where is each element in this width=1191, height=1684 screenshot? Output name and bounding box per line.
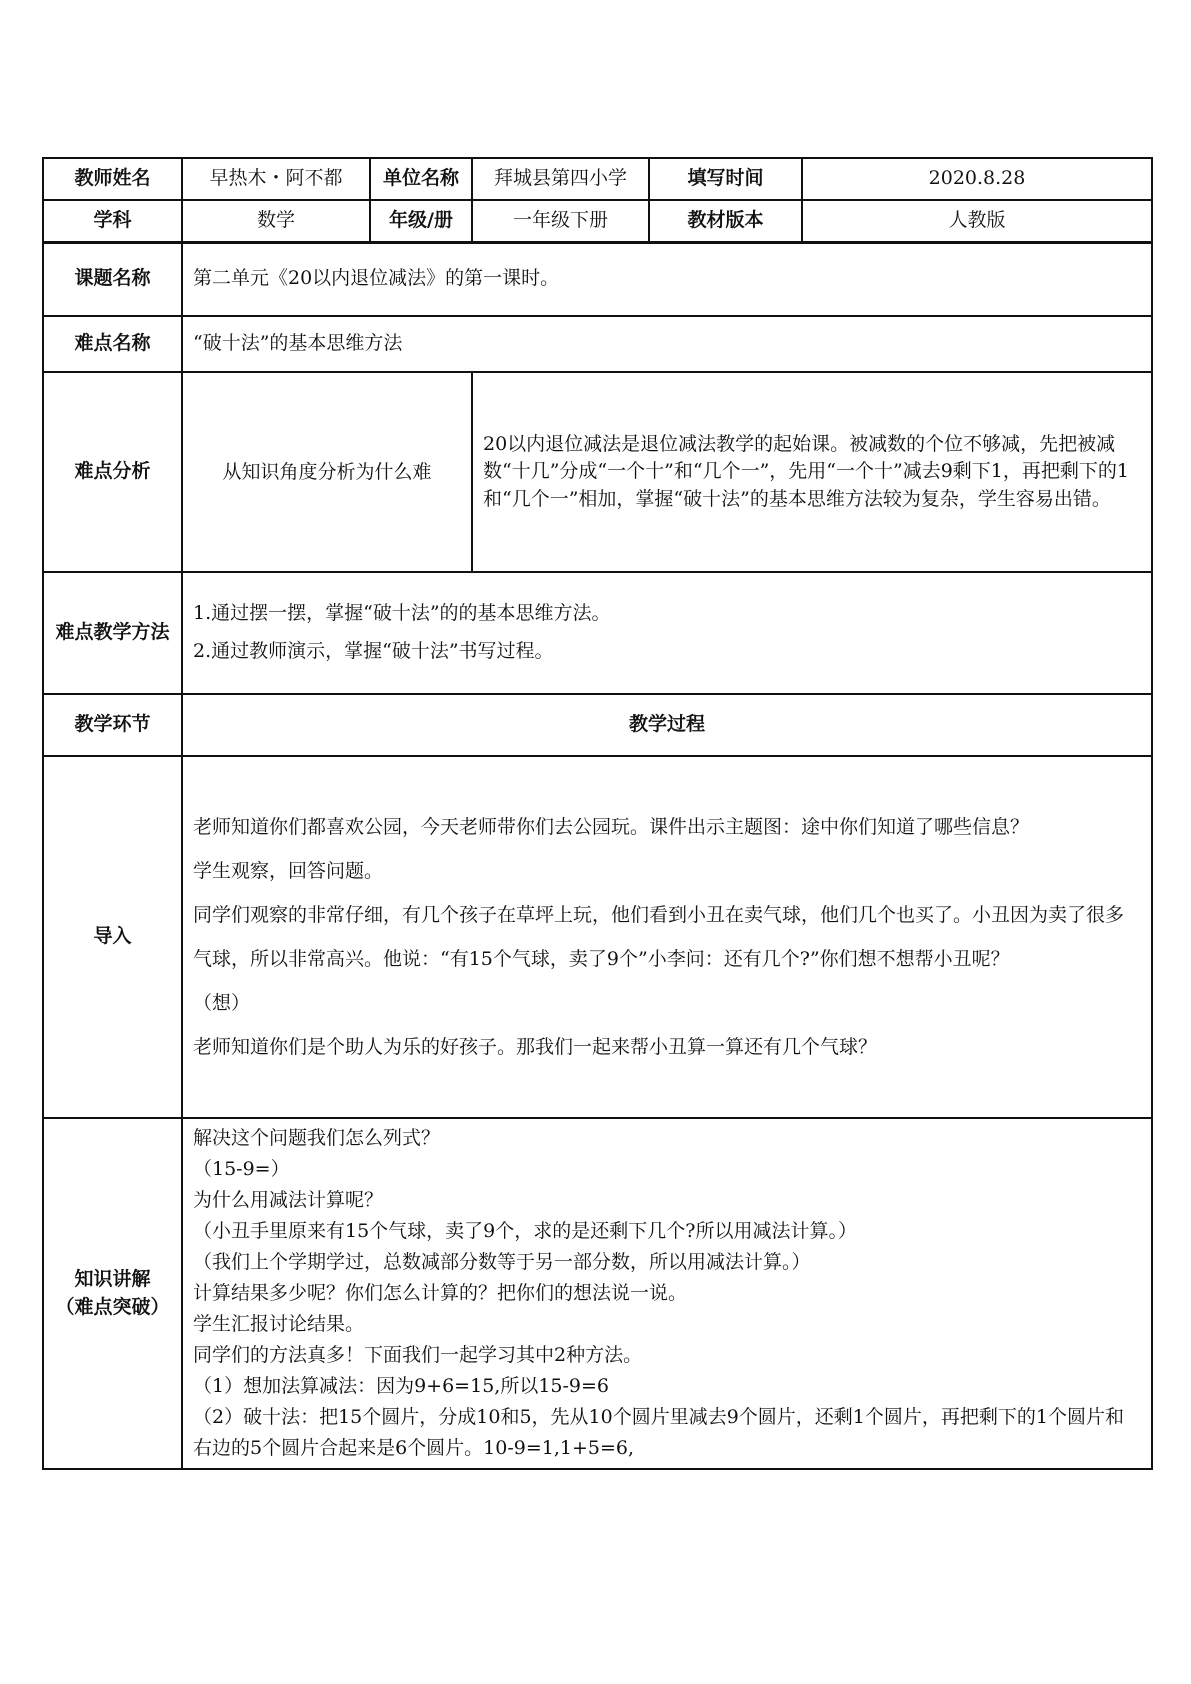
knowledge-line: 学生汇报讨论结果。 xyxy=(193,1313,365,1335)
fill-time-value: 2020.8.28 xyxy=(802,158,1152,200)
knowledge-row xyxy=(43,1118,1152,1469)
knowledge-line: （小丑手里原来有15个气球，卖了9个，求的是还剩下几个?所以用减法计算。） xyxy=(193,1220,857,1242)
process-header-row xyxy=(43,694,1152,756)
lesson-plan-table xyxy=(42,157,1153,1470)
header-row-2 xyxy=(43,200,1152,242)
grade-value: 一年级下册 xyxy=(472,200,649,242)
topic-value: 第二单元《20以内退位减法》的第一课时。 xyxy=(182,242,1152,316)
method-list xyxy=(182,572,1152,694)
intro-paragraph: 老师知道你们都喜欢公园，今天老师带你们去公园玩。课件出示主题图：途中你们知道了哪些信息？ xyxy=(193,816,1030,838)
difficulty-row xyxy=(43,316,1152,372)
teacher-name-value: 早热木・阿不都 xyxy=(182,158,370,200)
analysis-sub-label: 从知识角度分析为什么难 xyxy=(222,461,432,483)
difficulty-label: 难点名称 xyxy=(43,316,182,372)
edition-value: 人教版 xyxy=(802,200,1152,242)
analysis-row xyxy=(43,372,1152,572)
knowledge-line: 解决这个问题我们怎么列式？ xyxy=(193,1127,441,1149)
knowledge-label-line2: （难点突破） xyxy=(55,1295,170,1318)
process-header-label: 教学过程 xyxy=(182,694,1152,756)
difficulty-value: “破十法”的基本思维方法 xyxy=(182,316,1152,372)
subject-value: 数学 xyxy=(182,200,370,242)
knowledge-content xyxy=(182,1118,1152,1469)
intro-paragraph: （想） xyxy=(193,992,251,1014)
knowledge-line: （1）想加法算减法：因为9+6=15,所以15-9=6 xyxy=(193,1375,610,1397)
topic-row xyxy=(43,242,1152,316)
topic-label: 课题名称 xyxy=(43,242,182,316)
teacher-name-label: 教师姓名 xyxy=(43,158,182,200)
header-row-1 xyxy=(43,158,1152,200)
edition-label: 教材版本 xyxy=(649,200,802,242)
knowledge-line: 计算结果多少呢？你们怎么计算的？把你们的想法说一说。 xyxy=(193,1282,688,1304)
fill-time-label: 填写时间 xyxy=(649,158,802,200)
method-row xyxy=(43,572,1152,694)
method-item-2: 2.通过教师演示，掌握“破十法”书写过程。 xyxy=(193,640,554,662)
knowledge-line: 同学们的方法真多！下面我们一起学习其中2种方法。 xyxy=(193,1344,643,1366)
analysis-text: 20以内退位减法是退位减法教学的起始课。被减数的个位不够减，先把被减数“十几”分成“一个十”和“几个一”，先用“一个十”减去9剩下1，再把剩下的1和“几个一”相加，掌握“破十法”的基本思维方法较为复杂，学生容易出错。 xyxy=(472,372,1152,572)
lesson-plan-sheet xyxy=(42,157,1151,1470)
grade-label: 年级/册 xyxy=(370,200,472,242)
analysis-sub-label-cell xyxy=(182,372,472,572)
intro-paragraph: 同学们观察的非常仔细，有几个孩子在草坪上玩，他们看到小丑在卖气球，他们几个也买了。小丑因为卖了很多气球，所以非常高兴。他说：“有15个气球，卖了9个”小李问：还有几个?”你们想不想帮小丑呢？ xyxy=(193,904,1125,970)
analysis-label: 难点分析 xyxy=(43,372,182,572)
subject-label: 学科 xyxy=(43,200,182,242)
unit-name-label: 单位名称 xyxy=(370,158,472,200)
knowledge-line: （我们上个学期学过，总数减部分数等于另一部分数，所以用减法计算。） xyxy=(193,1251,811,1273)
method-label: 难点教学方法 xyxy=(43,572,182,694)
intro-content xyxy=(182,756,1152,1118)
intro-paragraph: 老师知道你们是个助人为乐的好孩子。那我们一起来帮小丑算一算还有几个气球？ xyxy=(193,1036,878,1058)
knowledge-label-cell xyxy=(43,1118,182,1469)
knowledge-label-line1: 知识讲解 xyxy=(74,1267,151,1290)
intro-row xyxy=(43,756,1152,1118)
knowledge-line: （2）破十法：把15个圆片，分成10和5，先从10个圆片里减去9个圆片，还剩1个圆片，再把剩下的1个圆片和右边的5个圆片合起来是6个圆片。10-9=1,1+5=6, xyxy=(193,1406,1124,1459)
knowledge-line: （15-9=） xyxy=(193,1158,290,1180)
method-item-1: 1.通过摆一摆，掌握“破十法”的的基本思维方法。 xyxy=(193,602,611,625)
knowledge-line: 为什么用减法计算呢？ xyxy=(193,1189,384,1211)
intro-paragraph: 学生观察，回答问题。 xyxy=(193,860,384,882)
intro-label: 导入 xyxy=(43,756,182,1118)
stage-header-label: 教学环节 xyxy=(43,694,182,756)
unit-name-value: 拜城县第四小学 xyxy=(472,158,649,200)
